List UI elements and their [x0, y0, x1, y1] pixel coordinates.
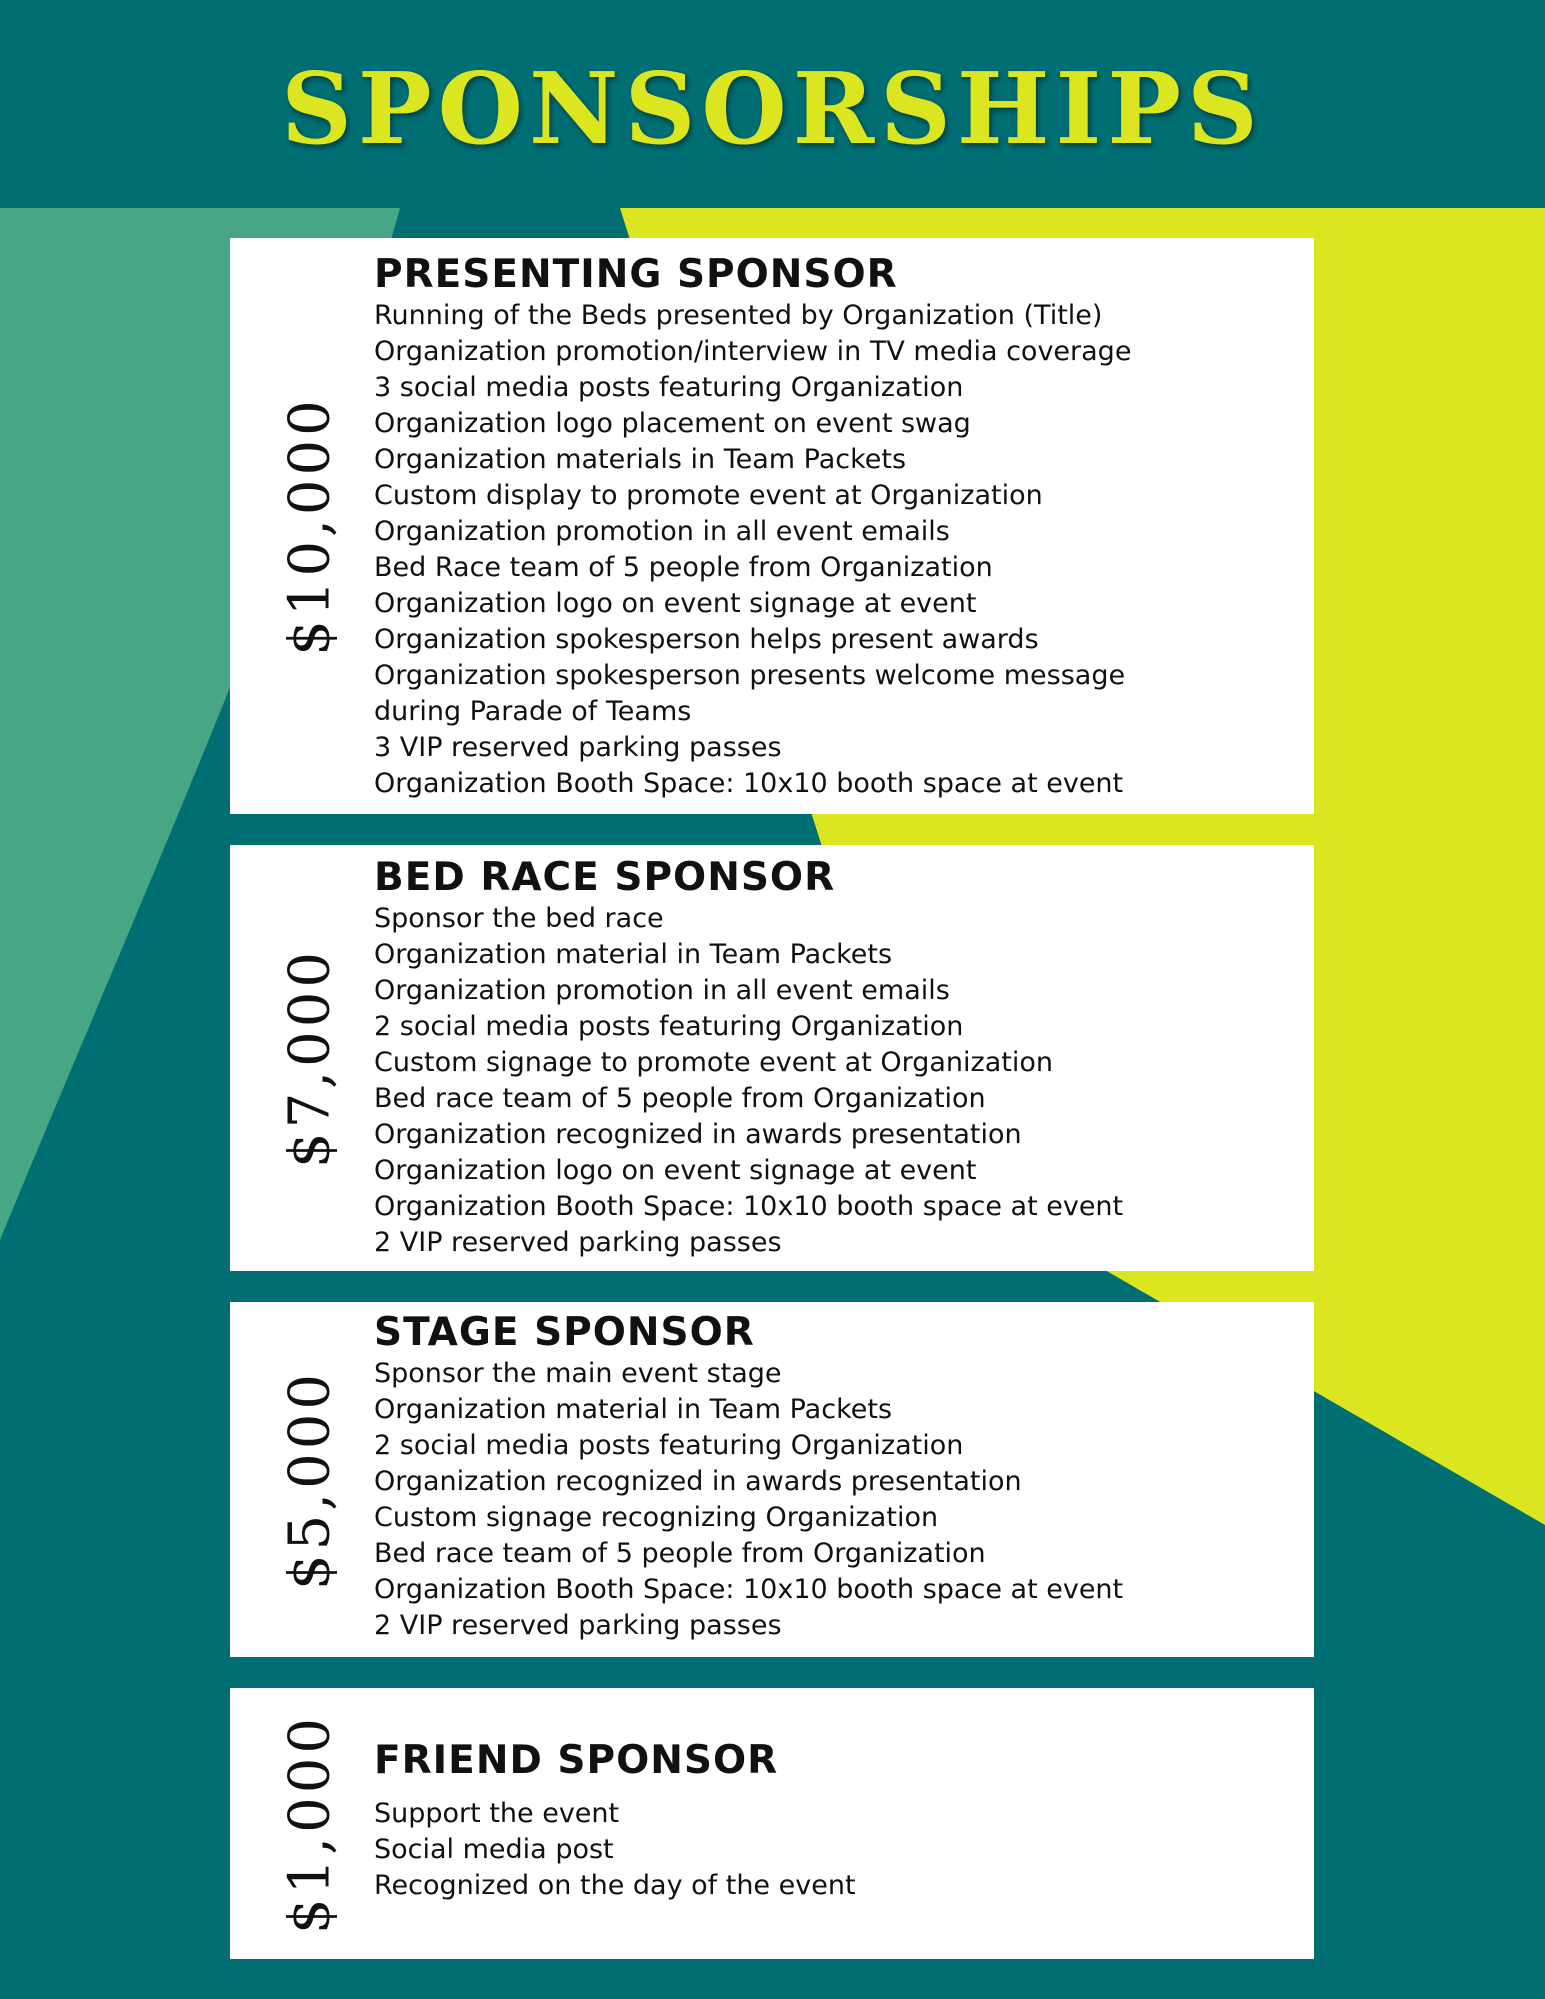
benefit-item: 2 social media posts featuring Organization	[374, 1430, 964, 1461]
benefit-item: Custom signage recognizing Organization	[374, 1502, 939, 1533]
tier-price: $1,000	[277, 1713, 343, 1934]
tier-title: STAGE SPONSOR	[374, 1310, 755, 1355]
benefit-item: 2 VIP reserved parking passes	[374, 1610, 782, 1641]
benefit-item: Organization material in Team Packets	[374, 1394, 893, 1425]
benefit-item: Organization logo on event signage at event	[374, 588, 977, 619]
benefit-item: Organization recognized in awards presentation	[374, 1466, 1022, 1497]
tier-card-stage	[230, 1302, 1314, 1657]
benefit-item: 2 social media posts featuring Organization	[374, 1011, 964, 1042]
benefit-item: 3 social media posts featuring Organization	[374, 372, 964, 403]
benefit-item: Organization logo on event signage at event	[374, 1155, 977, 1186]
tier-title: FRIEND SPONSOR	[374, 1738, 779, 1783]
header-band	[0, 0, 1545, 208]
benefit-item: Organization recognized in awards presentation	[374, 1119, 1022, 1150]
benefit-item: Organization Booth Space: 10x10 booth space at event	[374, 768, 1124, 799]
benefit-item: Organization logo placement on event swag	[374, 408, 971, 439]
benefit-item: Organization promotion in all event emails	[374, 516, 950, 547]
tier-price: $5,000	[277, 1369, 343, 1590]
benefit-item: Bed race team of 5 people from Organization	[374, 1083, 986, 1114]
benefit-item: Sponsor the bed race	[374, 903, 664, 934]
tier-card-friend	[230, 1688, 1314, 1959]
benefit-item: Bed race team of 5 people from Organization	[374, 1538, 986, 1569]
benefit-list	[374, 1796, 1294, 1904]
benefit-item: Organization material in Team Packets	[374, 939, 893, 970]
tier-price-rotated	[230, 845, 390, 1271]
benefit-item: Custom display to promote event at Organization	[374, 480, 1043, 511]
benefit-list	[374, 1356, 1294, 1644]
benefit-list	[374, 298, 1294, 802]
tier-price: $7,000	[277, 948, 343, 1168]
tier-title: BED RACE SPONSOR	[374, 855, 836, 900]
tier-card-bed-race	[230, 845, 1314, 1271]
benefit-item: Bed Race team of 5 people from Organization	[374, 552, 993, 583]
tier-price-rotated	[230, 1688, 390, 1959]
benefit-item: during Parade of Teams	[374, 696, 692, 727]
benefit-item: Organization materials in Team Packets	[374, 444, 907, 475]
benefit-item: Support the event	[374, 1798, 620, 1829]
benefit-list	[374, 901, 1294, 1261]
benefit-item: Sponsor the main event stage	[374, 1358, 782, 1389]
benefit-item: Organization spokesperson presents welcome message	[374, 660, 1126, 691]
benefit-item: 2 VIP reserved parking passes	[374, 1227, 782, 1258]
tier-price-rotated	[230, 1302, 390, 1657]
page-title: SPONSORSHIPS	[281, 52, 1264, 167]
benefit-item: Organization promotion in all event emails	[374, 975, 950, 1006]
benefit-item: Custom signage to promote event at Organization	[374, 1047, 1053, 1078]
benefit-item: Organization spokesperson helps present awards	[374, 624, 1039, 655]
benefit-item: Organization Booth Space: 10x10 booth space at event	[374, 1191, 1124, 1222]
benefit-item: Social media post	[374, 1834, 614, 1865]
benefit-item: Organization promotion/interview in TV media coverage	[374, 336, 1132, 367]
benefit-item: 3 VIP reserved parking passes	[374, 732, 782, 763]
benefit-item: Recognized on the day of the event	[374, 1870, 856, 1901]
tier-title: PRESENTING SPONSOR	[374, 252, 898, 297]
tier-card-presenting	[230, 238, 1314, 814]
tier-price: $10,000	[277, 396, 343, 656]
benefit-item: Organization Booth Space: 10x10 booth space at event	[374, 1574, 1124, 1605]
tier-price-rotated	[230, 238, 390, 814]
benefit-item: Running of the Beds presented by Organization (Title)	[374, 300, 1103, 331]
